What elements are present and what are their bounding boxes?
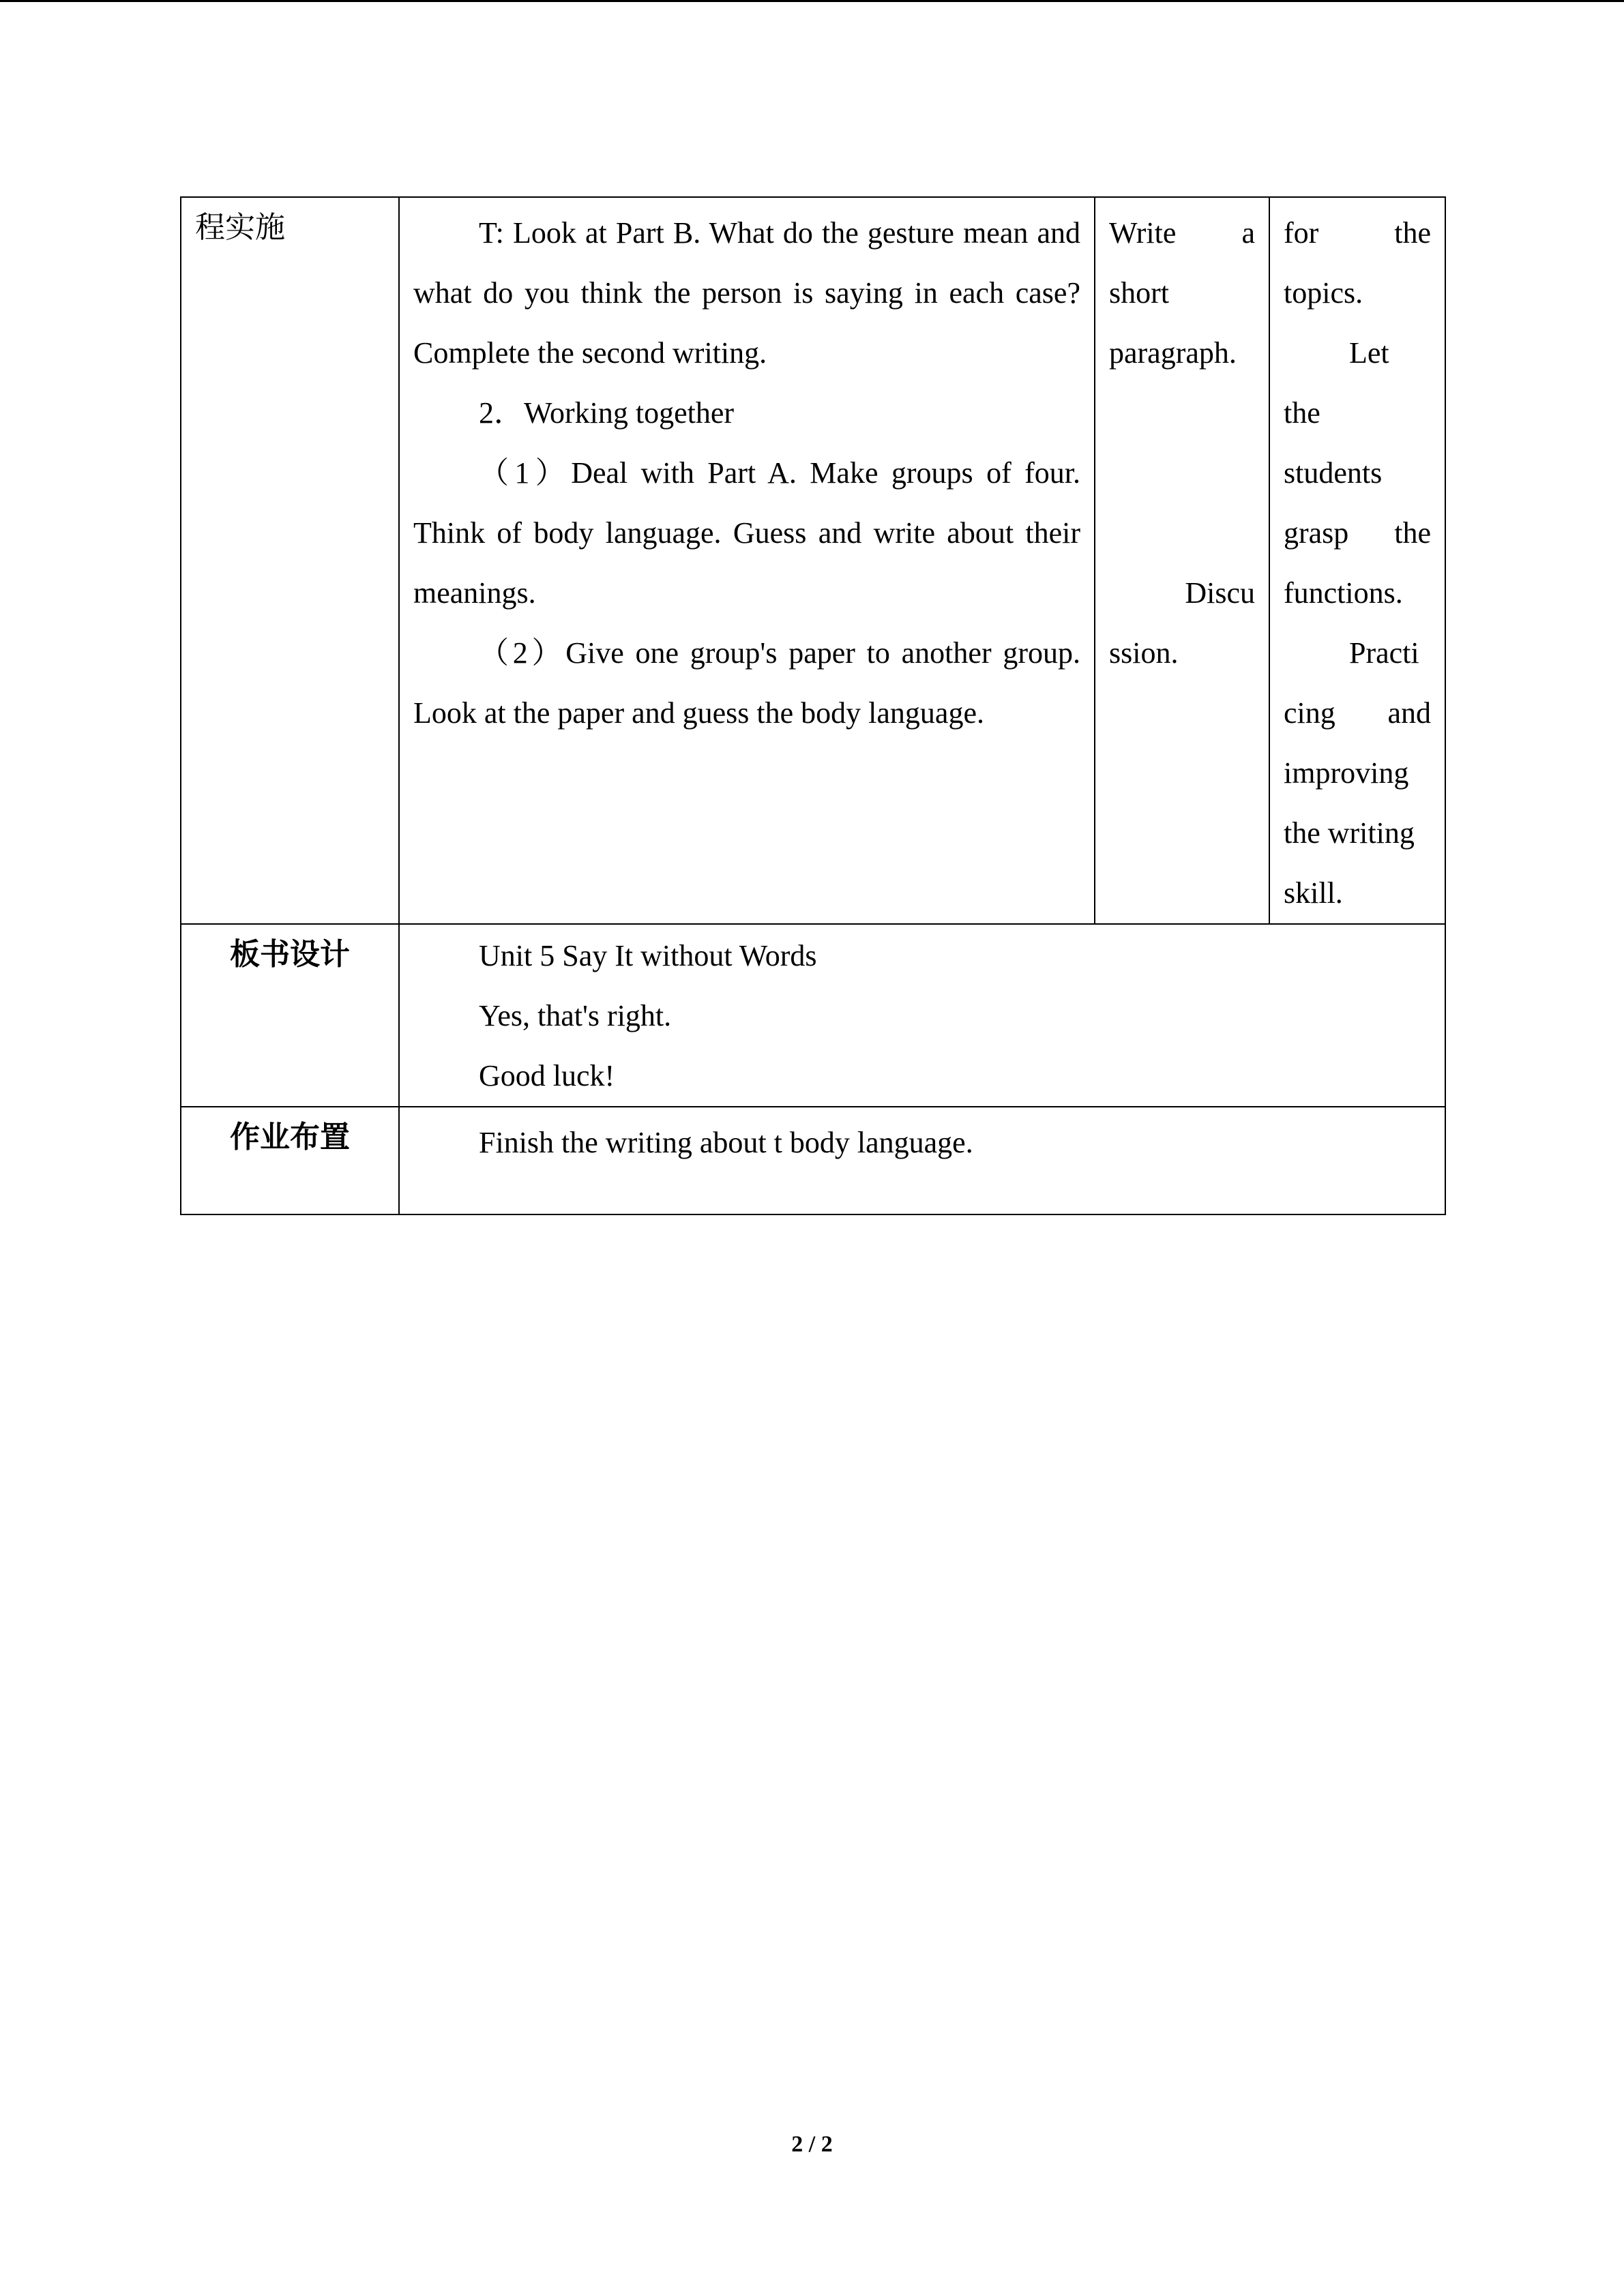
purpose-line-5: students — [1284, 456, 1383, 490]
content-paragraph-2: 2．Working together — [479, 396, 735, 430]
activity-line-3: paragraph. — [1109, 336, 1237, 370]
blackboard-design-row — [181, 924, 1445, 1107]
activity-line-2: short — [1109, 276, 1169, 310]
homework-text: Finish the writing about t body language. — [479, 1126, 973, 1159]
activity-line-4: Discu — [1185, 576, 1255, 610]
purpose-line-1: for the — [1284, 216, 1431, 250]
purpose-line-11: the writing — [1284, 816, 1415, 850]
homework-label: 作业布置 — [181, 1107, 399, 1214]
homework-cell — [399, 1107, 1445, 1214]
teaching-process-row — [181, 197, 1445, 924]
top-border-rule — [0, 0, 1624, 2]
content-paragraph-4: （2）Give one group's paper to another group. Look at the paper and guess the body language. — [413, 636, 1080, 730]
teaching-content-cell — [399, 197, 1095, 924]
purpose-line-6: grasp the — [1284, 516, 1431, 550]
board-line-1: Unit 5 Say It without Words — [479, 939, 817, 972]
lesson-plan-table — [180, 196, 1446, 1215]
board-line-2: Yes, that's right. — [479, 999, 672, 1032]
content-paragraph-3: （1）Deal with Part A. Make groups of four. Think of body language. Guess and write about their meanings. — [413, 456, 1080, 610]
stage-label: 程实施 — [181, 197, 399, 924]
homework-row — [181, 1107, 1445, 1214]
purpose-line-12: skill. — [1284, 876, 1343, 910]
purpose-line-9: cing and — [1284, 696, 1431, 730]
activity-spacer — [1109, 383, 1255, 563]
purpose-line-3: Let — [1349, 336, 1389, 370]
blackboard-design-label: 板书设计 — [181, 924, 399, 1107]
design-purpose-cell — [1269, 197, 1445, 924]
content-paragraph-1: T: Look at Part B. What do the gesture mean and what do you think the person is saying in each case? Complete the second writing. — [413, 216, 1080, 370]
purpose-line-8: Practi — [1349, 636, 1419, 670]
purpose-line-10: improving — [1284, 756, 1409, 790]
purpose-line-7: functions. — [1284, 576, 1403, 610]
activity-line-1: Write a — [1109, 216, 1255, 250]
purpose-line-2: topics. — [1284, 276, 1363, 310]
blackboard-design-cell — [399, 924, 1445, 1107]
student-activity-cell — [1095, 197, 1269, 924]
purpose-line-4: the — [1284, 396, 1320, 430]
activity-line-5: ssion. — [1109, 636, 1179, 670]
page-number: 2 / 2 — [791, 2132, 833, 2157]
board-line-3: Good luck! — [479, 1059, 615, 1092]
